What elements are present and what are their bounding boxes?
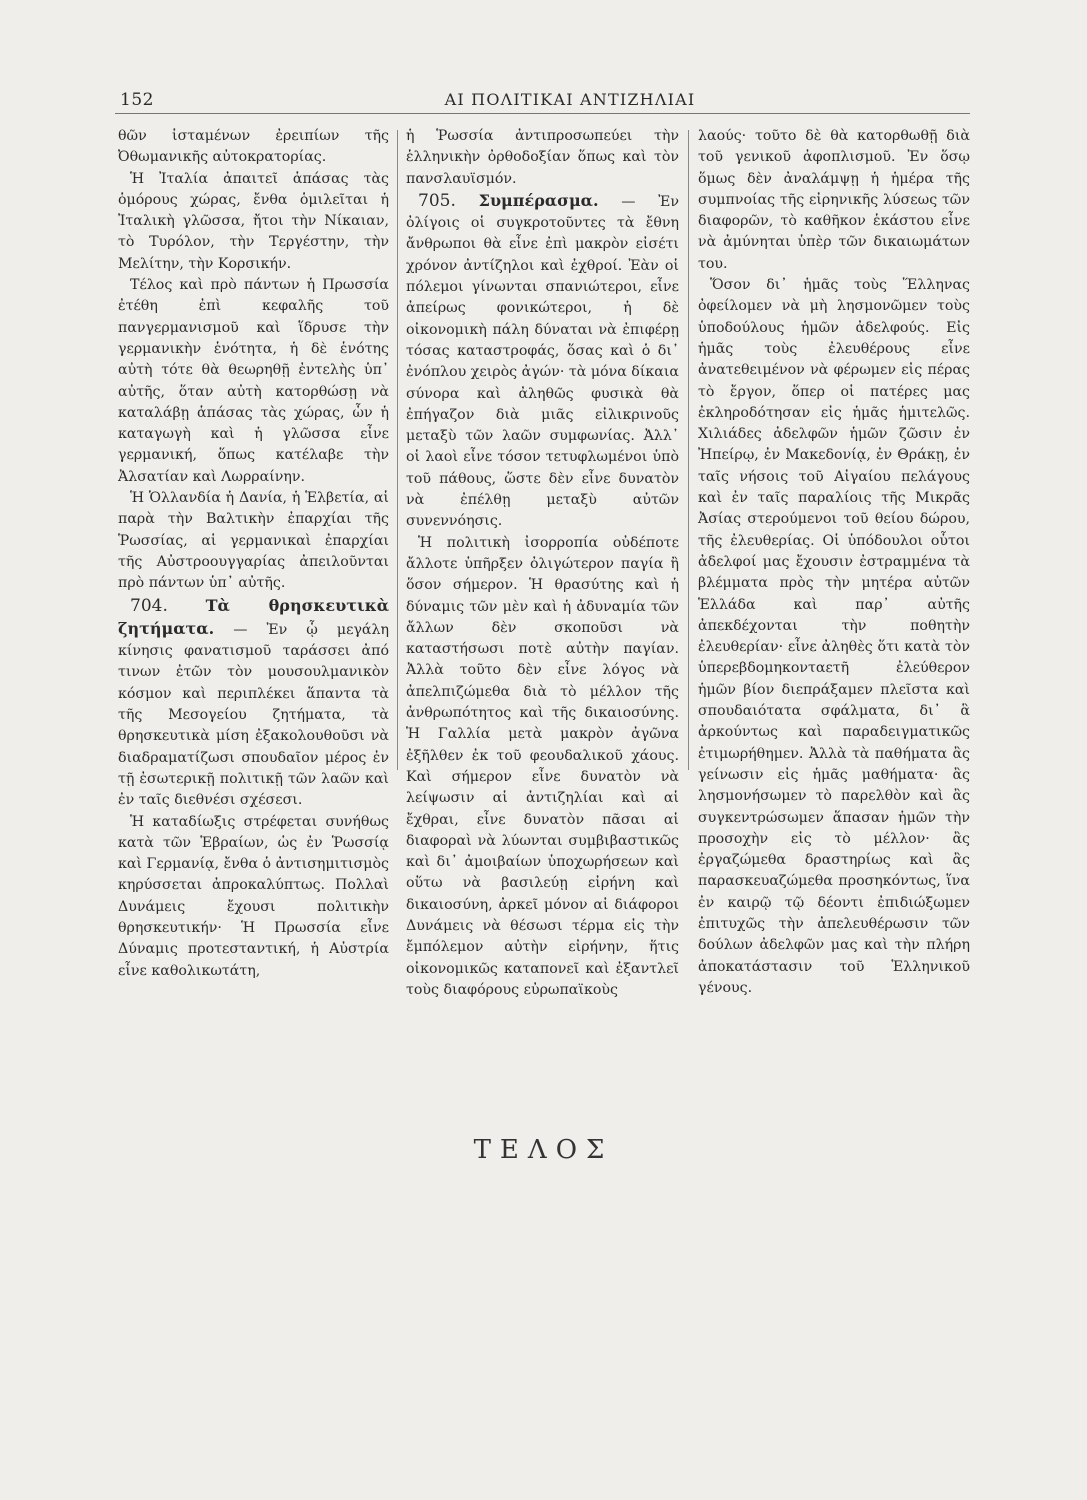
paragraph: θῶν ἱσταμένων ἐρειπίων τῆς Ὀθωμανικῆς αὐτοκρατορίας.: [118, 128, 389, 166]
paragraph: λαούς· τοῦτο δὲ θὰ κατορθωθῇ διὰ τοῦ γενικοῦ ἀφοπλισμοῦ. Ἐν ὅσῳ ὅμως δὲν ἀναλάμψῃ ἡ ἡμέρα τῆς συμπνοίας τῆς εἰρηνικῆς λύσεως τῶν διαφορῶν, τὸ καθῆκον ἑκάστου εἶνε νὰ ἀμύνηται ὑπὲρ τῶν δικαιωμάτων του.: [698, 128, 970, 272]
paragraph: Τέλος καὶ πρὸ πάντων ἡ Πρωσσία ἐτέθη ἐπὶ κεφαλῆς τοῦ πανγερμανισμοῦ καὶ ἵδρυσε τὴν γερμανικὴν ἑνότητα, ἡ δὲ ἑνότης αὐτὴ τότε θὰ θεωρηθῇ ἐντελὴς ὑπ᾽ αὐτῆς, ὅταν αὐτὴ κατορθώσῃ νὰ καταλάβῃ ἁπάσας τὰς χώρας, ὧν ἡ καταγωγὴ καὶ ἡ γλῶσσα εἶνε γερμανική, ὅπως κατέλαβε τὴν Ἀλσατίαν καὶ Λωρραίνην.: [118, 277, 389, 485]
end-mark: ΤΕΛΟΣ: [473, 1135, 614, 1165]
page-number: 152: [120, 90, 154, 110]
section-text: — Ἐν ὀλίγοις οἱ συγκροτοῦντες τὰ ἔθνη ἄνθρωποι θὰ εἶνε ἐπὶ μακρὸν εἰσέτι χρόνον ἀντίζηλοι καὶ ἐχθροί. Ἐὰν οἱ πόλεμοι γίνωνται σπανιώτεροι, εἶνε ἀπείρως φονικώτεροι, ἡ δὲ οἰκονομικὴ πάλη δύναται νὰ ἐπιφέρῃ τόσας καταστροφάς, ὅσας καὶ ὁ δι᾽ ἐνόπλου χειρὸς ἀγών· τὰ μόνα δίκαια σύνορα καὶ ἀληθῶς φυσικὰ θὰ ἐπήγαζον διὰ μιᾶς εἰλικρινοῦς μεταξὺ τῶν λαῶν συμφωνίας. Ἀλλ᾽ οἱ λαοὶ εἶνε τόσον τετυφλωμένοι ὑπὸ τοῦ πάθους, ὥστε δὲν εἶνε δυνατὸν νὰ ἐπέλθῃ μεταξὺ αὐτῶν συνεννόησις.: [406, 193, 680, 530]
text-columns: [118, 126, 970, 998]
section-number: 705.: [418, 190, 456, 211]
column-1: [118, 126, 389, 982]
section-705: [406, 190, 679, 533]
header-rule: [115, 113, 970, 114]
paragraph: Ἡ καταδίωξις στρέφεται συνήθως κατὰ τῶν Ἑβραίων, ὡς ἐν Ῥωσσίᾳ καὶ Γερμανίᾳ, ἔνθα ὁ ἀντισημιτισμὸς κηρύσσεται ἀπροκαλύπτως. Πολλαὶ Δυνάμεις ἔχουσι πολιτικὴν θρησκευτικήν· Ἡ Πρωσσία εἶνε Δύναμις προτεσταντική, ἡ Αὐστρία εἶνε καθολικωτάτη,: [118, 813, 389, 979]
column-3: [698, 126, 970, 999]
section-704: [118, 595, 389, 812]
paragraph: Ἡ πολιτικὴ ἰσορροπία οὐδέποτε ἄλλοτε ὑπῆρξεν ὀλιγώτερον παγία ἢ ὅσον σήμερον. Ἡ θρασύτης καὶ ἡ δύναμις τῶν μὲν καὶ ἡ ἀδυναμία τῶν ἄλλων δὲν σκοποῦσι νὰ καταστήσωσι ποτὲ αὐτὴν παγίαν. Ἀλλὰ τοῦτο δὲν εἶνε λόγος νὰ ἀπελπιζώμεθα διὰ τὸ μέλλον τῆς ἀνθρωπότητος καὶ τῆς δικαιοσύνης. Ἡ Γαλλία μετὰ μακρὸν ἀγῶνα ἐξῆλθεν ἐκ τοῦ φεουδαλικοῦ χάους. Καὶ σήμερον εἶνε δυνατὸν νὰ λείψωσιν αἱ ἀντιζηλίαι καὶ αἱ ἔχθραι, εἶνε δυνατὸν πᾶσαι αἱ διαφοραὶ νὰ λύωνται συμβιβαστικῶς καὶ δι᾽ ἀμοιβαίων ὑποχωρήσεων καὶ οὕτω νὰ βασιλεύῃ εἰρήνη καὶ δικαιοσύνη, ἀρκεῖ μόνον αἱ διάφοροι Δυνάμεις νὰ θέσωσι τέρμα εἰς τὴν ἔμπόλεμον αὐτὴν εἰρήνην, ἥτις οἰκονομικῶς καταπονεῖ καὶ ἐξαντλεῖ τοὺς διαφόρους εὐρωπαϊκοὺς: [406, 534, 679, 998]
section-text: — Ἐν ᾧ μεγάλη κίνησις φανατισμοῦ ταράσσει ἀπό τινων ἐτῶν τὸν μουσουλμανικὸν κόσμον καὶ περιπλέκει ἅπαντα τὰ τῆς Μεσογείου ζητήματα, τὰ θρησκευτικὰ μίση ἐξακολουθοῦσι νὰ διαδραματίζωσι σπουδαῖον μέρος ἐν τῇ ἐσωτερικῇ πολιτικῇ τῶν λαῶν καὶ ἐν ταῖς διεθνέσι σχέσεσι.: [118, 621, 390, 809]
section-number: 704.: [130, 595, 168, 616]
section-title: Συμπέρασμα.: [478, 190, 599, 210]
paragraph: Ὅσον δι᾽ ἡμᾶς τοὺς Ἕλληνας ὀφείλομεν νὰ μὴ λησμονῶμεν τοὺς ὑποδούλους ἡμῶν ἀδελφούς. Εἰς ἡμᾶς τοὺς ἐλευθέρους εἶνε ἀνατεθειμένον νὰ φέρωμεν εἰς πέρας τὸ ἔργον, ὅπερ οἱ πατέρες μας ἐκληροδότησαν εἰς ἡμᾶς ἡμιτελῶς. Χιλιάδες ἀδελφῶν ἡμῶν ζῶσιν ἐν Ἠπείρῳ, ἐν Μακεδονίᾳ, ἐν Θράκῃ, ἐν ταῖς νήσοις τοῦ Αἰγαίου πελάγους καὶ ἐν ταῖς παραλίοις τῆς Μικρᾶς Ἀσίας στερούμενοι τοῦ θείου δώρου, τῆς ἐλευθερίας. Οἱ ὑπόδουλοι οὗτοι ἀδελφοί μας ἔχουσιν ἐστραμμένα τὰ βλέμματα πρὸς τὴν μητέρα αὐτῶν Ἑλλάδα καὶ παρ᾽ αὐτῆς ἀπεκδέχονται τὴν ποθητὴν ἐλευθερίαν· εἶνε ἀληθὲς ὅτι κατὰ τὸν ὑπερεβδομηκονταετῆ ἐλεύθερον ἡμῶν βίον διεπράξαμεν πλεῖστα καὶ σπουδαιότατα σφάλματα, δι᾽ ἃ ἀρκούντως καὶ παραδειγματικῶς ἐτιμωρήθημεν. Ἀλλὰ τὰ παθήματα ἂς γείνωσιν εἰς ἡμᾶς μαθήματα· ἂς λησμονήσωμεν τὸ παρελθὸν καὶ ἂς συγκεντρώσωμεν ἅπασαν ἡμῶν τὴν προσοχὴν εἰς τὸ μέλλον· ἂς ἐργαζώμεθα δραστηρίως καὶ ἂς παρασκευαζώμεθα προσηκόντως, ἵνα ἐν καιρῷ τῷ δέοντι ἐπιδιώξωμεν ἐπιτυχῶς τὴν ἀπελευθέρωσιν τῶν δούλων ἀδελφῶν μας καὶ τὴν πλήρη ἀποκατάστασιν τοῦ Ἑλληνικοῦ γένους.: [698, 277, 970, 996]
paragraph: Ἡ Ὁλλανδία ἡ Δανία, ἡ Ἑλβετία, αἱ παρὰ τὴν Βαλτικὴν ἐπαρχίαι τῆς Ῥωσσίας, αἱ γερμανικαὶ ἐπαρχίαι τῆς Αὐστροουγγαρίας ἀπειλοῦνται πρὸ πάντων ὑπ᾽ αὐτῆς.: [118, 490, 389, 592]
paragraph: Ἡ Ἰταλία ἀπαιτεῖ ἁπάσας τὰς ὁμόρους χώρας, ἔνθα ὁμιλεῖται ἡ Ἰταλικὴ γλῶσσα, ἤτοι τὴν Νίκαιαν, τὸ Τυρόλον, τὴν Τεργέστην, τὴν Μελίτην, τὴν Κορσικήν.: [118, 170, 389, 272]
column-divider: [397, 130, 398, 770]
running-title: ΑΙ ΠΟΛΙΤΙΚΑΙ ΑΝΤΙΖΗΛΙΑΙ: [444, 90, 696, 109]
column-2: [406, 126, 679, 1001]
section-title: Τὰ θρησκευτικὰ ζητήματα.: [118, 595, 389, 638]
column-divider: [688, 130, 689, 770]
paragraph: ἡ Ῥωσσία ἀντιπροσωπεύει τὴν ἑλληνικὴν ὀρθοδοξίαν ὅπως καὶ τὸν πανσλαυϊσμόν.: [406, 128, 679, 187]
page-header: [110, 84, 970, 114]
